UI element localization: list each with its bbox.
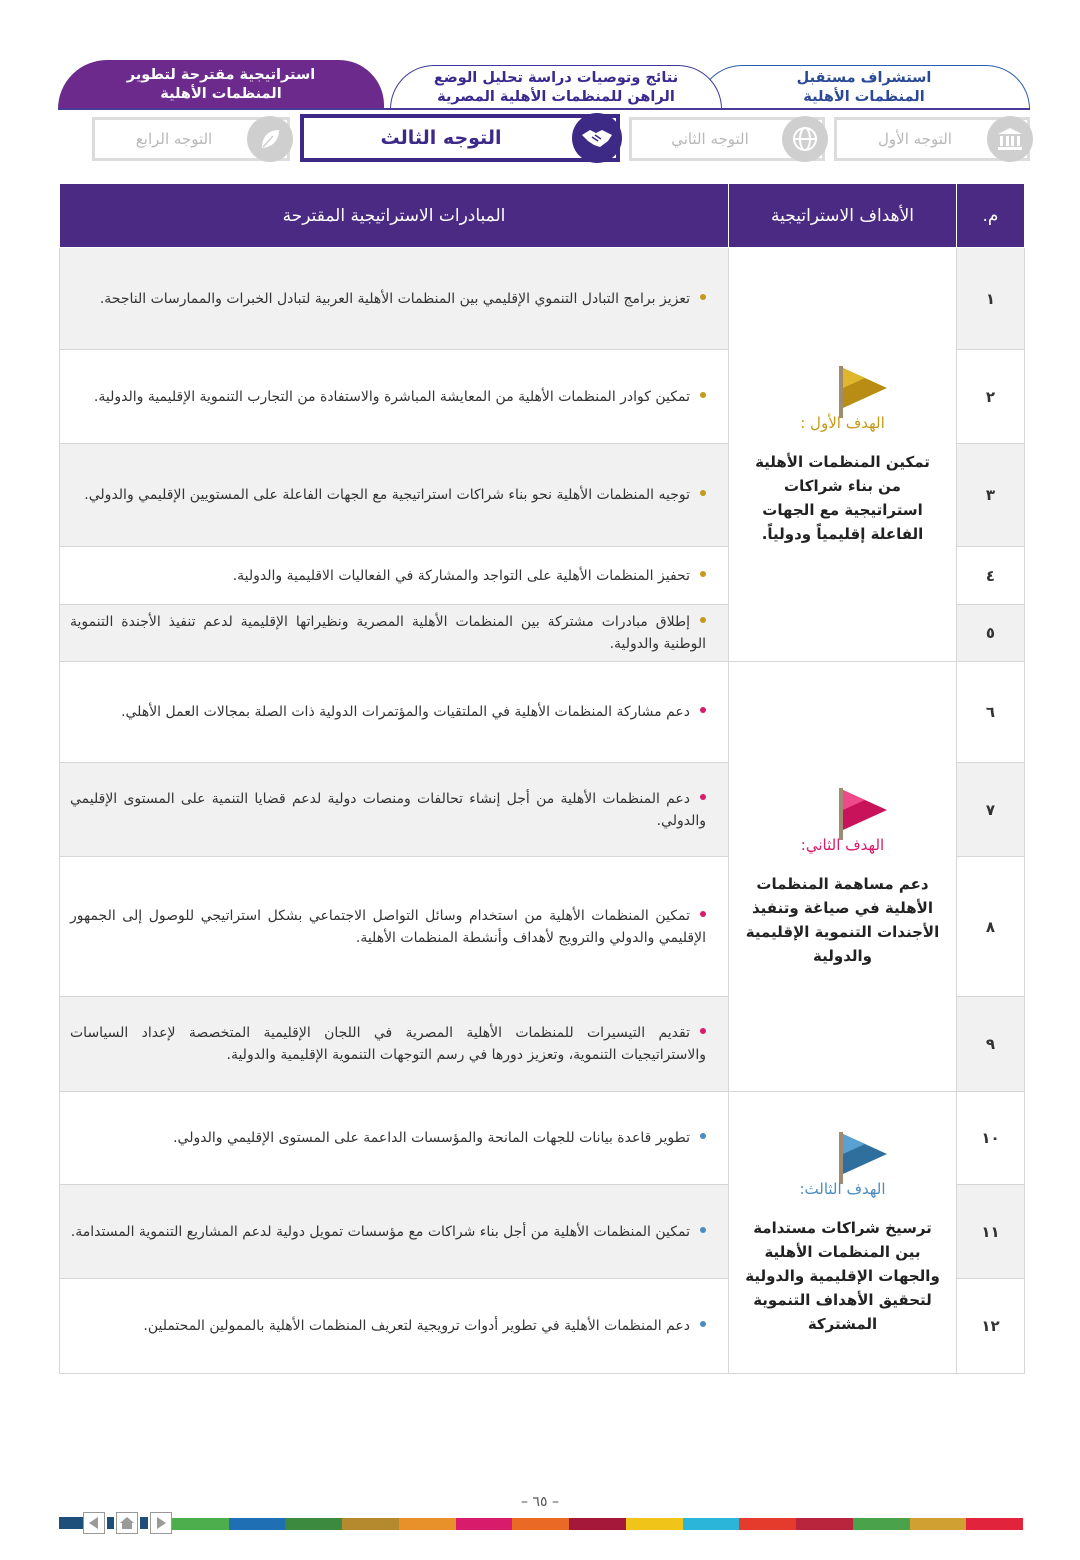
- color-strip-segment: [796, 1518, 853, 1530]
- previous-page-button[interactable]: [83, 1512, 105, 1534]
- initiative-text: [60, 763, 729, 857]
- gold-flag-icon: [833, 364, 893, 420]
- color-strip-segment: [456, 1518, 513, 1530]
- initiative-text: [60, 605, 729, 662]
- initiative-content: دعم المنظمات الأهلية في تطوير أدوات ترويجية لتعريف المنظمات الأهلية بالممولين المحتملين.: [143, 1318, 690, 1334]
- row-number: ٩: [957, 997, 1025, 1092]
- globe-icon: [782, 116, 828, 162]
- tab-line: المنظمات الأهلية: [803, 88, 925, 105]
- nav-bar-segment: [140, 1517, 148, 1529]
- bullet-icon: [700, 911, 706, 917]
- bullet-icon: [700, 571, 706, 577]
- bullet-icon: [700, 1227, 706, 1233]
- page-navigation: [59, 1512, 172, 1534]
- direction-label: التوجه الأول: [878, 130, 952, 148]
- next-page-button[interactable]: [150, 1512, 172, 1534]
- goal-cell-2: [729, 662, 957, 1092]
- initiative-content: تمكين المنظمات الأهلية من استخدام وسائل التواصل الاجتماعي بشكل استراتيجي للوصول إلى الجمهور الإقليمي والدولي والترويج لأهداف وأنشطة المنظمات الأهلية.: [70, 907, 706, 946]
- directions-bar: [60, 114, 1030, 164]
- bullet-icon: [700, 490, 706, 496]
- institution-icon: [987, 116, 1033, 162]
- goal-label: الهدف الثالث:: [799, 1179, 886, 1198]
- header-initiatives: المبادرات الاستراتيجية المقترحة: [60, 184, 729, 248]
- initiative-content: إطلاق مبادرات مشتركة بين المنظمات الأهلية المصرية ونظيراتها الإقليمية لدعم تنفيذ الأجندة التنموية الوطنية والدولية.: [70, 614, 706, 652]
- goal-text: تمكين المنظمات الأهلية من بناء شراكات استراتيجية مع الجهات الفاعلة إقليمياً ودولياً.: [755, 452, 930, 543]
- initiative-content: تمكين كوادر المنظمات الأهلية من المعايشة المباشرة والاستفادة من التجارب التنموية الإقليمية والدولية.: [93, 388, 690, 405]
- blue-flag-icon: [833, 1130, 893, 1186]
- initiative-text: [60, 350, 729, 444]
- direction-second[interactable]: [629, 117, 825, 161]
- table-row: [60, 662, 1025, 763]
- bullet-icon: [700, 294, 706, 300]
- direction-first[interactable]: [834, 117, 1030, 161]
- direction-label: التوجه الثاني: [671, 130, 749, 148]
- direction-fourth[interactable]: [92, 117, 290, 161]
- nav-bar-segment: [59, 1517, 83, 1529]
- row-number: ٥: [957, 605, 1025, 662]
- initiative-content: تعزيز برامج التبادل التنموي الإقليمي بين المنظمات الأهلية العربية لتبادل الخبرات والممارسات الناجحة.: [99, 290, 690, 307]
- table-row: [60, 1092, 1025, 1185]
- tab-line: استراتيجية مقترحة لتطوير: [126, 66, 316, 83]
- initiative-text: [60, 857, 729, 997]
- nav-bar-segment: [107, 1517, 115, 1529]
- color-strip-segment: [910, 1518, 967, 1530]
- tabs-divider: [58, 108, 1030, 110]
- tab-line: المنظمات الأهلية: [160, 85, 282, 102]
- color-strip-segment: [966, 1518, 1023, 1530]
- goal-text: ترسيخ شراكات مستدامة بين المنظمات الأهلية والجهات الإقليمية والدولية لتحقيق الأهداف التنموية المشتركة: [745, 1218, 940, 1333]
- color-strip-segment: [569, 1518, 626, 1530]
- table-header-row: [60, 184, 1025, 248]
- initiative-content: تحفيز المنظمات الأهلية على التواجد والمشاركة في الفعاليات الاقليمية والدولية.: [232, 567, 690, 584]
- home-icon: [119, 1515, 135, 1531]
- goal-cell-1: [729, 248, 957, 662]
- sdg-color-strip: [172, 1518, 1023, 1530]
- table-row: [60, 248, 1025, 350]
- initiative-text: [60, 248, 729, 350]
- color-strip-segment: [285, 1518, 342, 1530]
- row-number: ١٢: [957, 1279, 1025, 1374]
- color-strip-segment: [739, 1518, 796, 1530]
- initiative-content: تطوير قاعدة بيانات للجهات المانحة والمؤسسات الداعمة على المستوى الإقليمي والدولي.: [173, 1130, 690, 1146]
- home-button[interactable]: [116, 1512, 138, 1534]
- tab-proposed-strategy[interactable]: [58, 60, 384, 109]
- direction-label: التوجه الرابع: [135, 130, 213, 148]
- initiative-text: [60, 1092, 729, 1185]
- color-strip-segment: [399, 1518, 456, 1530]
- initiative-text: [60, 547, 729, 605]
- goal-label: الهدف الثاني:: [800, 835, 885, 854]
- row-number: ١١: [957, 1185, 1025, 1279]
- page-number: – ٦٥ –: [521, 1494, 559, 1510]
- color-strip-segment: [342, 1518, 399, 1530]
- row-number: ٨: [957, 857, 1025, 997]
- bullet-icon: [700, 1133, 706, 1139]
- bullet-icon: [700, 392, 706, 398]
- strategy-table: [59, 183, 1025, 1374]
- initiative-content: دعم مشاركة المنظمات الأهلية في الملتقيات والمؤتمرات الدولية ذات الصلة بمجالات العمل الأهلي.: [121, 704, 690, 720]
- bullet-icon: [700, 1321, 706, 1327]
- initiative-text: [60, 997, 729, 1092]
- color-strip-segment: [853, 1518, 910, 1530]
- goal-text: دعم مساهمة المنظمات الأهلية في صياغة وتنفيذ الأجندات التنموية الإقليمية والدولية: [745, 874, 940, 965]
- row-number: ٣: [957, 444, 1025, 547]
- color-strip-segment: [512, 1518, 569, 1530]
- color-strip-segment: [172, 1518, 229, 1530]
- handshake-icon: [572, 113, 622, 163]
- goal-cell-3: [729, 1092, 957, 1374]
- row-number: ١٠: [957, 1092, 1025, 1185]
- row-number: ٦: [957, 662, 1025, 763]
- initiative-content: توجيه المنظمات الأهلية نحو بناء شراكات استراتيجية مع الجهات الفاعلة على المستويين الإقليمي والدولي.: [84, 487, 690, 503]
- bullet-icon: [700, 1028, 706, 1034]
- leaf-icon: [247, 116, 293, 162]
- initiative-content: تقديم التيسيرات للمنظمات الأهلية المصرية في اللجان الإقليمية المتخصصة لإعداد السياسات والاستراتيجيات التنموية، وتعزيز دورها في رسم التوجهات التنموية الإقليمية والدولية.: [70, 1025, 706, 1063]
- pink-flag-icon: [833, 786, 893, 842]
- color-strip-segment: [626, 1518, 683, 1530]
- tab-line: الراهن للمنظمات الأهلية المصرية: [437, 88, 675, 105]
- section-tabs: [58, 60, 1030, 110]
- initiative-content: تمكين المنظمات الأهلية من أجل بناء شراكات مع مؤسسات تمويل دولية لدعم المشاريع التنموية المستدامة.: [70, 1223, 690, 1240]
- goal-label: الهدف الأول :: [800, 413, 885, 432]
- tab-line: نتائج وتوصيات دراسة تحليل الوضع: [433, 69, 679, 86]
- initiative-text: [60, 1185, 729, 1279]
- initiative-content: دعم المنظمات الأهلية من أجل إنشاء تحالفات ومنصات دولية لدعم قضايا التنمية على المستوى الإقليمي والدولي.: [70, 790, 706, 829]
- tab-future-outlook[interactable]: [698, 65, 1030, 109]
- header-goals: الأهداف الاستراتيجية: [729, 184, 957, 248]
- header-num: م.: [957, 184, 1025, 248]
- bullet-icon: [700, 707, 706, 713]
- color-strip-segment: [229, 1518, 286, 1530]
- row-number: ٧: [957, 763, 1025, 857]
- bullet-icon: [700, 794, 706, 800]
- initiative-text: [60, 1279, 729, 1374]
- initiative-text: [60, 444, 729, 547]
- tab-line: استشراف مستقبل: [796, 69, 932, 86]
- color-strip-segment: [683, 1518, 740, 1530]
- arrow-right-icon: [153, 1515, 169, 1531]
- arrow-left-icon: [86, 1515, 102, 1531]
- tab-study-results[interactable]: [390, 65, 722, 109]
- direction-third-active[interactable]: [300, 114, 620, 162]
- initiative-text: [60, 662, 729, 763]
- row-number: ٢: [957, 350, 1025, 444]
- direction-label: التوجه الثالث: [380, 127, 502, 149]
- bullet-icon: [700, 617, 706, 623]
- row-number: ٤: [957, 547, 1025, 605]
- row-number: ١: [957, 248, 1025, 350]
